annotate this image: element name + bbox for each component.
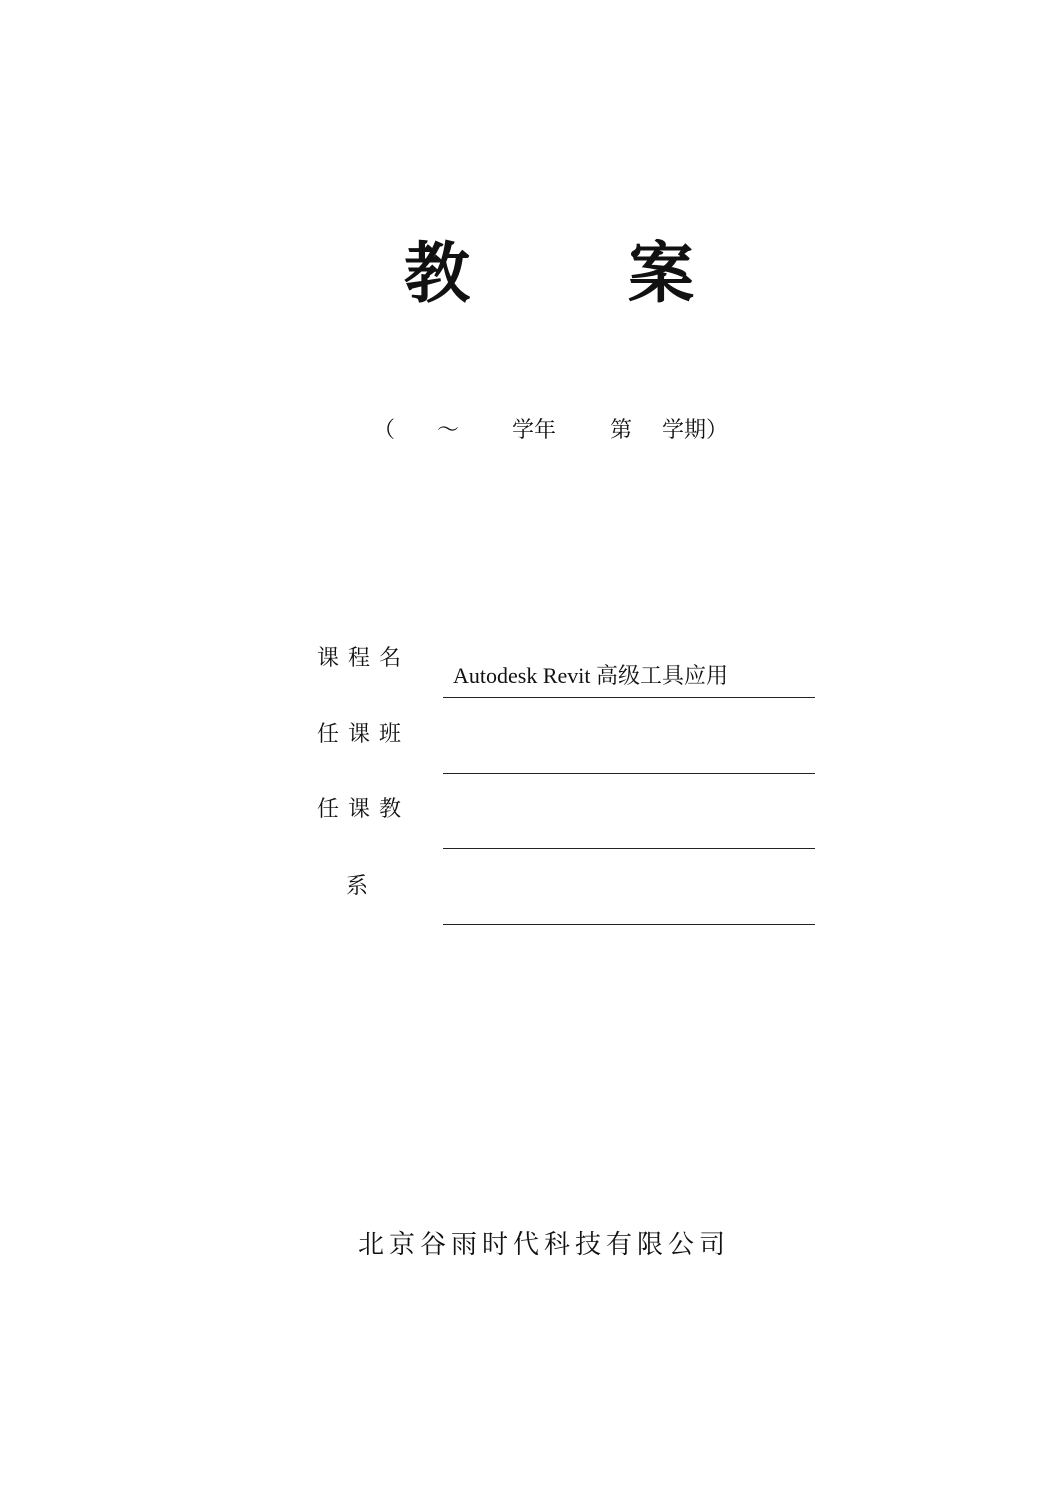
company-name: 北京谷雨时代科技有限公司 — [358, 1230, 731, 1260]
year-tilde: ～ — [437, 418, 460, 443]
title-char-jiao: 教 — [404, 234, 470, 312]
semester-label: 学期） — [662, 418, 729, 443]
year-label: 学年 — [512, 418, 557, 443]
title-char-an: 案 — [628, 234, 694, 312]
course-name-value: Autodesk Revit 高级工具应用 — [453, 663, 728, 688]
term-label: 第 — [610, 418, 633, 443]
year-open-paren: （ — [373, 418, 396, 443]
department-underline — [443, 924, 815, 925]
department-label: 系 — [346, 874, 378, 899]
teacher-label: 任课教 — [317, 797, 411, 822]
course-name-underline — [443, 697, 815, 698]
class-underline — [443, 773, 815, 774]
class-label: 任课班 — [317, 722, 411, 747]
course-name-label: 课程名 — [317, 646, 411, 671]
teacher-underline — [443, 848, 815, 849]
